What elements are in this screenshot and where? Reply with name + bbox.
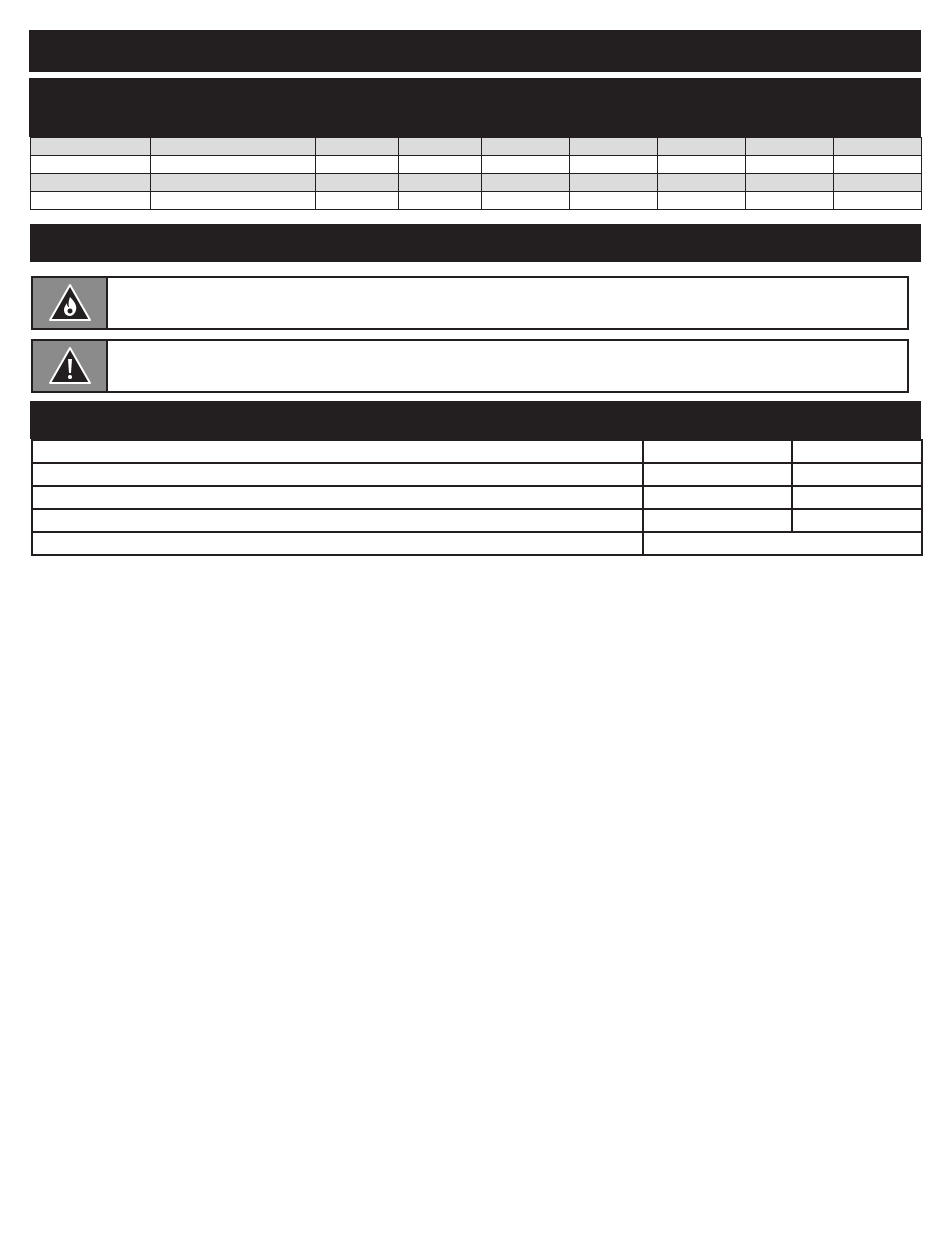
row-label: [32, 486, 643, 509]
table-cell: [31, 192, 151, 210]
table-cell: [482, 156, 570, 174]
row-value: [643, 440, 792, 463]
table-row: [31, 156, 922, 174]
row-label: [32, 509, 643, 532]
safety-title: [30, 224, 921, 236]
row-value: [792, 509, 922, 532]
table-cell: [482, 174, 570, 192]
row-value: [792, 440, 922, 463]
table-cell: [746, 138, 834, 156]
table-cell: [570, 156, 658, 174]
table-cell: [151, 156, 316, 174]
header-title: [29, 30, 921, 42]
table-row: [32, 509, 922, 532]
table-cell: [151, 174, 316, 192]
details-table: [31, 439, 923, 556]
table-cell: [151, 192, 316, 210]
table-row: [31, 138, 922, 156]
row-value: [643, 486, 792, 509]
row-value: [643, 463, 792, 486]
table-cell: [834, 192, 922, 210]
table-cell: [658, 156, 746, 174]
table-cell: [570, 138, 658, 156]
table-cell: [834, 174, 922, 192]
table-cell: [570, 174, 658, 192]
row-label: [32, 463, 643, 486]
table-cell: [151, 138, 316, 156]
table-cell: [399, 138, 482, 156]
caution-warning: [31, 339, 909, 393]
header-bar: [29, 30, 921, 72]
table-row: [32, 463, 922, 486]
table-cell: [316, 192, 399, 210]
table-row: [31, 192, 922, 210]
table-cell: [399, 192, 482, 210]
table-cell: [658, 174, 746, 192]
warning-icon-box: [33, 278, 108, 328]
table-cell: [316, 156, 399, 174]
table-cell: [399, 174, 482, 192]
safety-header: [30, 224, 921, 262]
table-cell: [399, 156, 482, 174]
table-row: [32, 440, 922, 463]
table-cell: [834, 156, 922, 174]
specs-title: [29, 78, 921, 90]
table-cell: [746, 156, 834, 174]
details-title: [30, 401, 921, 413]
details-header: [30, 401, 921, 439]
table-cell: [658, 138, 746, 156]
table-row: [32, 486, 922, 509]
row-value: [643, 532, 922, 555]
exclamation-icon: [48, 346, 92, 386]
table-cell: [746, 174, 834, 192]
row-value: [792, 463, 922, 486]
table-cell: [316, 174, 399, 192]
specs-header: [29, 78, 921, 137]
table-cell: [658, 192, 746, 210]
row-value: [643, 509, 792, 532]
row-label: [32, 532, 643, 555]
row-value: [792, 486, 922, 509]
table-cell: [746, 192, 834, 210]
table-cell: [31, 138, 151, 156]
table-cell: [570, 192, 658, 210]
table-row: [32, 532, 922, 555]
table-cell: [482, 192, 570, 210]
table-cell: [482, 138, 570, 156]
table-cell: [31, 174, 151, 192]
table-row: [31, 174, 922, 192]
table-cell: [834, 138, 922, 156]
warning-icon-box: [33, 341, 108, 391]
table-cell: [31, 156, 151, 174]
table-cell: [316, 138, 399, 156]
flammable-icon: [48, 283, 92, 323]
spec-grid: [30, 137, 922, 210]
row-label: [32, 440, 643, 463]
flammable-warning: [31, 276, 909, 330]
